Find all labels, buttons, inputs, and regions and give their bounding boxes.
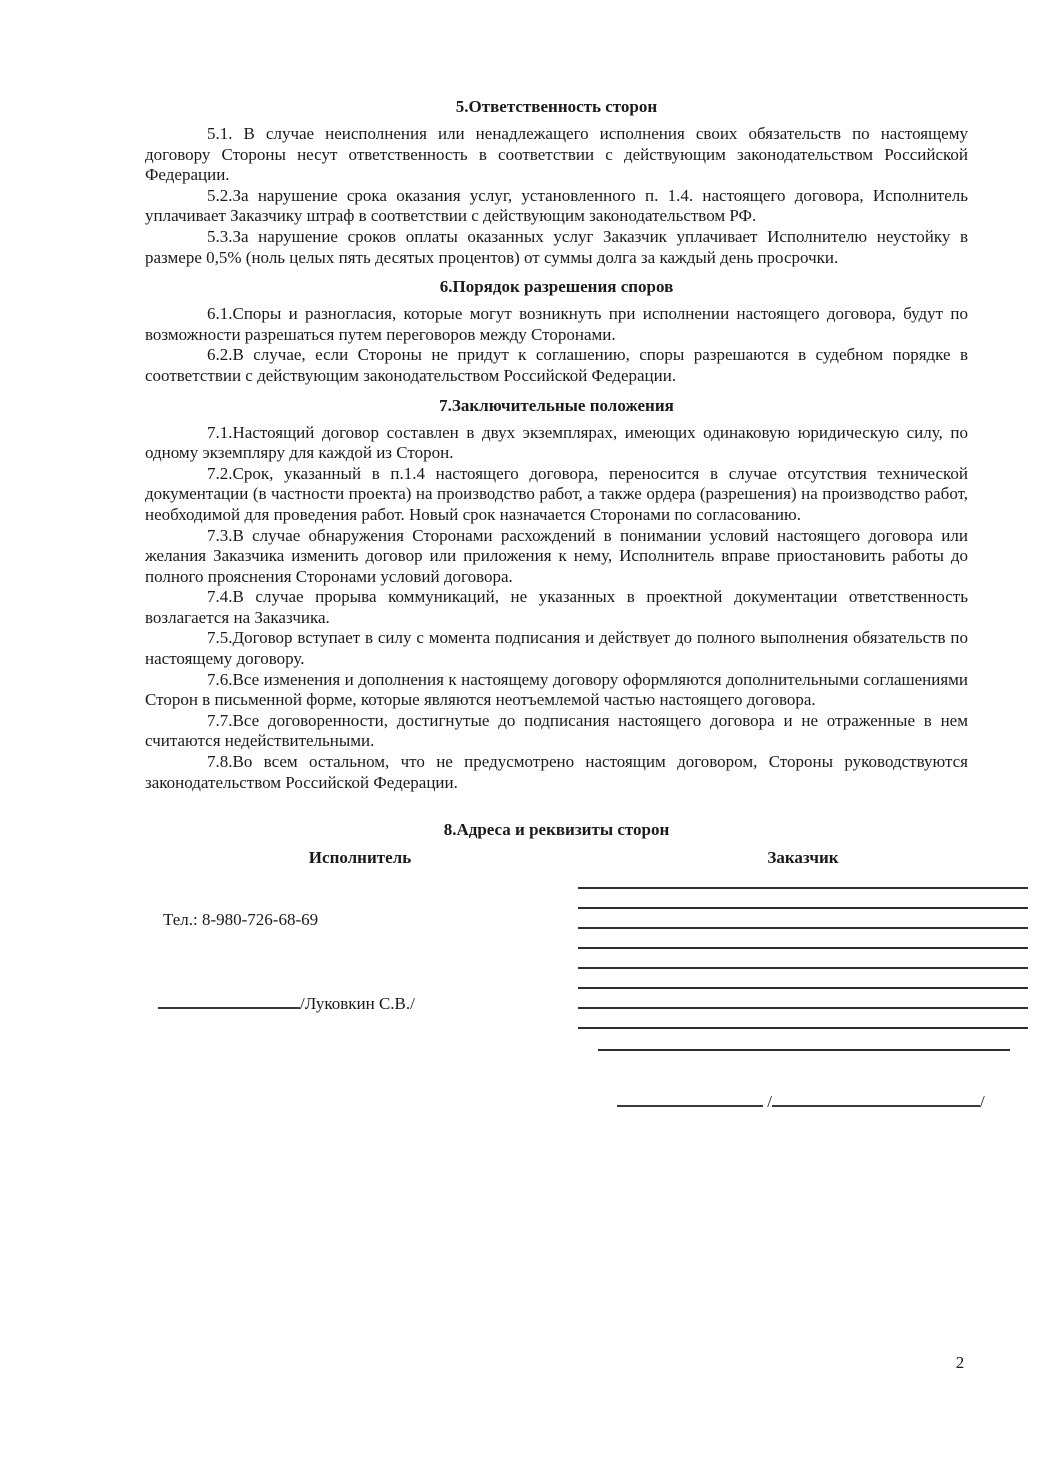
requisite-blank-line: [578, 967, 1028, 969]
customer-signature-row: [617, 1091, 985, 1112]
clause-5-2: 5.2.За нарушение срока оказания услуг, установленного п. 1.4. настоящего договора, Исполнитель уплачивает Заказчику штраф в соответствии с действующим законодательством РФ.: [145, 185, 968, 226]
requisite-blank-line: [578, 1007, 1028, 1009]
clause-7-3: 7.3.В случае обнаружения Сторонами расхождений в понимании условий настоящего договора или желания Заказчика изменить договор или приложения к нему, Исполнитель вправе приостановить работы до полного прояснения Сторонами условий договора.: [145, 525, 968, 586]
clause-7-1: 7.1.Настоящий договор составлен в двух экземплярах, имеющих одинаковую юридическую силу, по одному экземпляру для каждой из Сторон.: [145, 422, 968, 463]
requisite-blank-line: [578, 887, 1028, 889]
executor-signature-blank: [158, 993, 300, 1009]
page-number: 2: [955, 1353, 965, 1372]
requisite-blank-line: [578, 927, 1028, 929]
section-7-heading: 7.Заключительные положения: [439, 395, 674, 415]
customer-signature-blank: [617, 1091, 763, 1107]
customer-name-blank: [772, 1091, 980, 1107]
section-8-heading: 8.Адреса и реквизиты сторон: [443, 820, 670, 839]
clause-6-2: 6.2.В случае, если Стороны не придут к соглашению, споры разрешаются в судебном порядке в соответствии с действующим законодательством Российской Федерации.: [145, 345, 968, 385]
section-6-heading: 6.Порядок разрешения споров: [439, 277, 674, 297]
clause-7-7: 7.7.Все договоренности, достигнутые до подписания настоящего договора и не отраженные в нем считаются недействительными.: [145, 710, 968, 751]
requisite-blank-line: [578, 907, 1028, 909]
clause-7-5: 7.5.Договор вступает в силу с момента подписания и действует до полного выполнения обязательств по настоящему договору.: [145, 628, 968, 669]
contract-body: [145, 96, 968, 793]
executor-signature-row: [158, 993, 415, 1014]
clause-5-3: 5.3.За нарушение сроков оплаты оказанных услуг Заказчик уплачивает Исполнителю неустойку в размере 0,5% (ноль целых пять десятых процентов) от суммы долга за каждый день просрочки.: [145, 226, 968, 267]
executor-column-title: Исполнитель: [308, 848, 412, 867]
requisite-blank-line: [578, 947, 1028, 949]
executor-signature-name: /Луковкин С.В./: [300, 994, 415, 1013]
signature-slash: /: [767, 1092, 772, 1111]
requisite-blank-line: [578, 987, 1028, 989]
clause-7-8: 7.8.Во всем остальном, что не предусмотрено настоящим договором, Стороны руководствуются законодательством Российской Федерации.: [145, 752, 968, 792]
clause-7-2: 7.2.Срок, указанный в п.1.4 настоящего договора, переносится в случае отсутствия технической документации (в частности проекта) на производство работ, а также ордера (разрешения) на производство работ, необходимой для проведения работ. Новый срок назначается Сторонами по согласованию.: [145, 463, 968, 524]
clause-7-6: 7.6.Все изменения и дополнения к настоящему договору оформляются дополнительными соглашениями Сторон в письменной форме, которые являются неотъемлемой частью настоящего договора.: [145, 669, 968, 710]
clause-7-4: 7.4.В случае прорыва коммуникаций, не указанных в проектной документации ответственность возлагается на Заказчика.: [145, 587, 968, 627]
requisite-blank-line: [598, 1049, 1010, 1051]
clause-6-1: 6.1.Споры и разногласия, которые могут возникнуть при исполнении настоящего договора, будут по возможности разрешаться путем переговоров между Сторонами.: [145, 304, 968, 344]
customer-column-title: Заказчик: [767, 848, 839, 867]
executor-phone: Тел.: 8-980-726-68-69: [163, 910, 319, 929]
clause-5-1: 5.1. В случае неисполнения или ненадлежащего исполнения своих обязательств по настоящему договору Стороны несут ответственность в соответствии с действующим законодательством Российской Федерации.: [145, 124, 968, 185]
section-5-heading: 5.Ответственность сторон: [455, 97, 658, 116]
signature-slash: /: [979, 1092, 985, 1111]
requisite-blank-line: [578, 1027, 1028, 1029]
